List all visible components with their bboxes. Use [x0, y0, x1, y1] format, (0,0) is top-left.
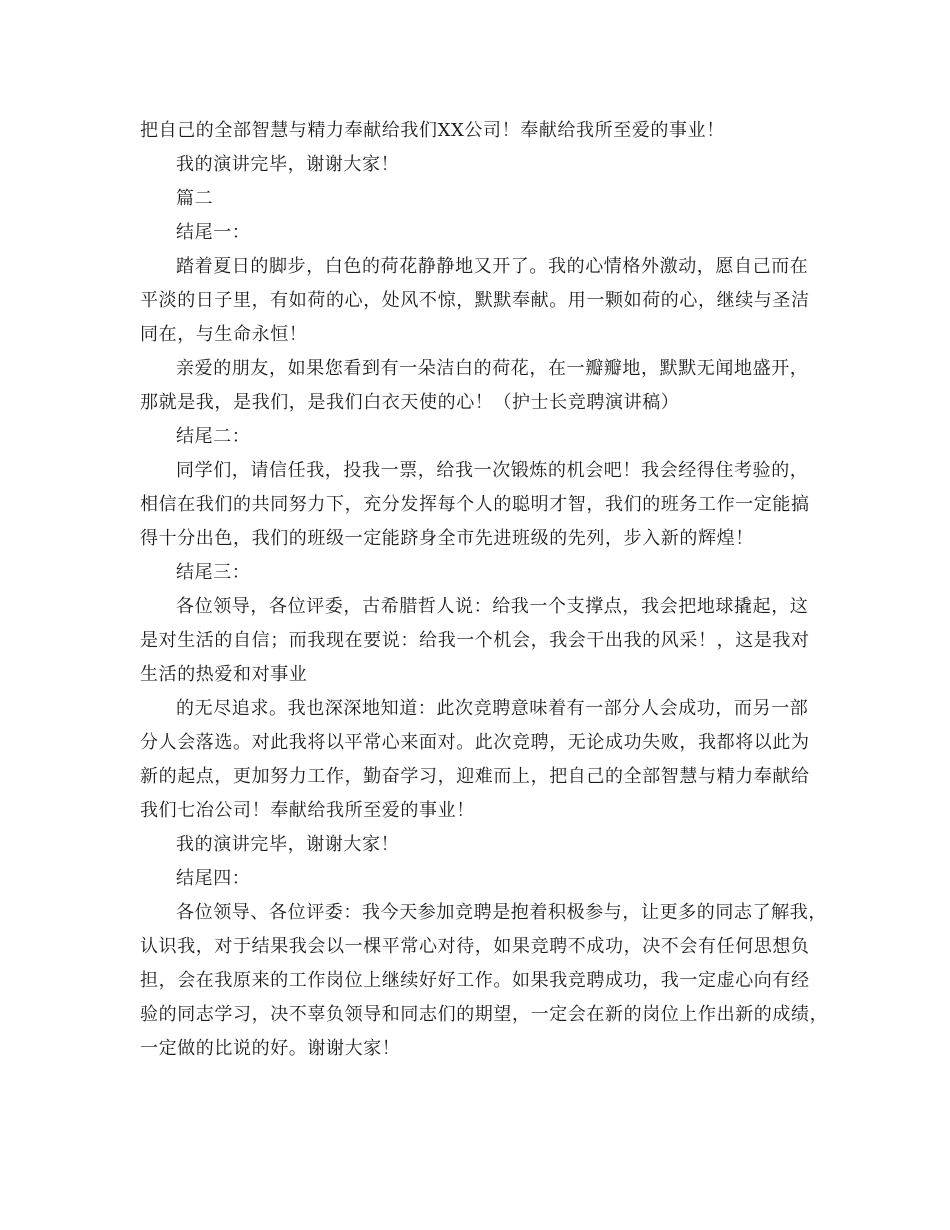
- text-line: 的无尽追求。我也深深地知道：此次竞聘意味着有一部分人会成功，而另一部: [176, 698, 809, 719]
- text-line: 我的演讲完毕，谢谢大家！: [176, 834, 400, 855]
- text-line: 各位领导，各位评委，古希腊哲人说：给我一个支撑点，我会把地球撬起，这: [176, 596, 809, 617]
- text-line: 亲爱的朋友，如果您看到有一朵洁白的荷花，在一瓣瓣地，默默无闻地盛开，: [176, 358, 809, 379]
- text-line: 认识我，对于结果我会以一棵平常心对待，如果竞聘不成功，决不会有任何思想负: [140, 936, 810, 957]
- subsection-heading: 结尾四：: [176, 868, 251, 889]
- text-line: 担，会在我原来的工作岗位上继续好好工作。如果我竞聘成功，我一定虚心向有经: [140, 970, 810, 991]
- text-line: 相信在我们的共同努力下，充分发挥每个人的聪明才智，我们的班务工作一定能搞: [140, 494, 810, 515]
- text-line: 新的起点，更加努力工作，勤奋学习，迎难而上，把自己的全部智慧与精力奉献给: [140, 766, 810, 787]
- text-line: 把自己的全部智慧与精力奉献给我们XX公司！奉献给我所至爱的事业！: [140, 120, 725, 141]
- text-line: 验的同志学习，决不辜负领导和同志们的期望，一定会在新的岗位上作出新的成绩，: [140, 1004, 829, 1025]
- text-line: 各位领导、各位评委：我今天参加竞聘是抱着积极参与，让更多的同志了解我，: [176, 902, 827, 923]
- text-line: 我的演讲完毕，谢谢大家！: [176, 154, 400, 175]
- text-line: 平淡的日子里，有如荷的心，处风不惊，默默奉献。用一颗如荷的心，继续与圣洁: [140, 290, 810, 311]
- subsection-heading: 结尾三：: [176, 562, 251, 583]
- section-heading: 篇二: [176, 188, 214, 209]
- text-line: 生活的热爱和对事业: [140, 664, 308, 685]
- text-line: 同在，与生命永恒！: [140, 324, 308, 345]
- text-line: 那就是我，是我们，是我们白衣天使的心！（护士长竞聘演讲稿）: [140, 392, 680, 413]
- subsection-heading: 结尾一：: [176, 222, 251, 243]
- document-body: [140, 114, 830, 1066]
- text-line: 是对生活的自信；而我现在要说：给我一个机会，我会干出我的风采！，这是我对: [140, 630, 810, 651]
- text-line: 分人会落选。对此我将以平常心来面对。此次竞聘，无论成功失败，我都将以此为: [140, 732, 810, 753]
- subsection-heading: 结尾二：: [176, 426, 251, 447]
- text-line: 一定做的比说的好。谢谢大家！: [140, 1038, 401, 1059]
- text-line: 同学们，请信任我，投我一票，给我一次锻炼的机会吧！我会经得住考验的，: [176, 460, 809, 481]
- text-line: 我们七冶公司！奉献给我所至爱的事业！: [140, 800, 475, 821]
- text-line: 踏着夏日的脚步，白色的荷花静静地又开了。我的心情格外激动，愿自己而在: [176, 256, 809, 277]
- text-line: 得十分出色，我们的班级一定能跻身全市先进班级的先列，步入新的辉煌！: [140, 528, 754, 549]
